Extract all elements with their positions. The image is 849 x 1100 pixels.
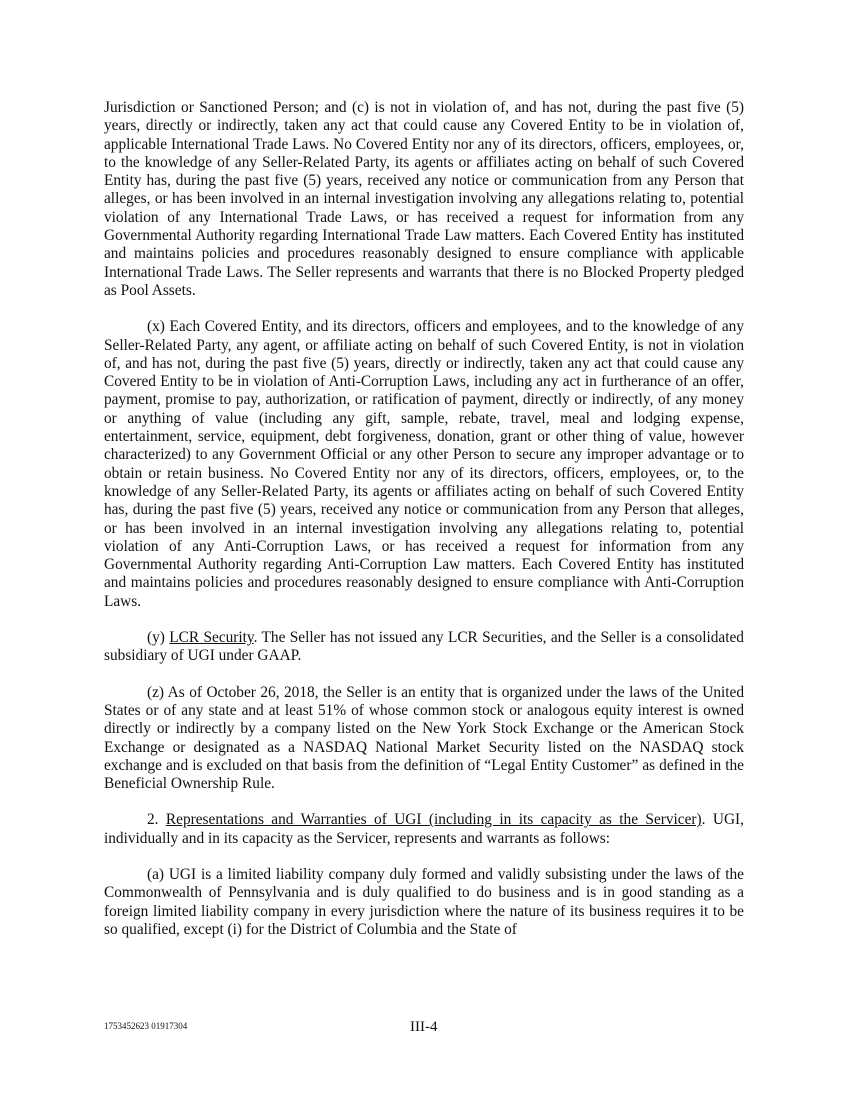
- document-body: [104, 99, 744, 957]
- paragraph-text: (z) As of October 26, 2018, the Seller is an entity that is organized under the laws of the United States or of any state and at least 51% of whose common stock or analogous equity interest is owned directly or indirectly by a company listed on the New York Stock Exchange or the American Stock Exchange or designated as a NASDAQ National Market Security listed on the NASDAQ stock exchange and is excluded on that basis from the definition of “Legal Entity Customer” as defined in the Beneficial Ownership Rule.: [104, 683, 744, 793]
- paragraph-a-ugi-organization: [104, 866, 744, 939]
- paragraph-trade-laws-continued: [104, 99, 744, 300]
- section-heading: Representations and Warranties of UGI (including in its capacity as the Servicer): [165, 811, 702, 829]
- section-heading: LCR Security: [169, 629, 254, 647]
- paragraph-prefix: (y): [147, 629, 170, 647]
- paragraph-section-2: [104, 811, 744, 848]
- paragraph-text: Jurisdiction or Sanctioned Person; and (c) is not in violation of, and has not, during the past five (5) years, directly or indirectly, taken any act that could cause any Covered Entity to be in violation of, applicable International Trade Laws. No Covered Entity nor any of its directors, officers, employees, or, to the knowledge of any Seller-Related Party, its agents or affiliates acting on behalf of such Covered Entity has, during the past five (5) years, received any notice or communication from any Person that alleges, or has been involved in an internal investigation involving any allegations relating to, potential violation of any International Trade Laws, or has received a request for information from any Governmental Authority regarding International Trade Law matters. Each Covered Entity has instituted and maintains policies and procedures reasonably designed to ensure compliance with applicable International Trade Laws. The Seller represents and warrants that there is no Blocked Property pledged as Pool Assets.: [104, 99, 744, 299]
- paragraph-text: (a) UGI is a limited liability company duly formed and validly subsisting under the laws of the Commonwealth of Pennsylvania and is duly qualified to do business and is in good standing as a foreign limited liability company in every jurisdiction where the nature of its business requires it to be so qualified, except (i) for the District of Columbia and the State of: [104, 865, 744, 938]
- document-id: 1753452623 01917304: [104, 1021, 188, 1031]
- paragraph-text: . UGI, individually and in its capacity as the Servicer, represents and warrants as follows:: [104, 811, 744, 847]
- paragraph-prefix: 2.: [147, 811, 166, 829]
- paragraph-text: . The Seller has not issued any LCR Securities, and the Seller is a consolidated subsidiary of UGI under GAAP.: [104, 629, 744, 665]
- paragraph-x-anti-corruption: [104, 318, 744, 611]
- paragraph-y-lcr-security: [104, 629, 744, 666]
- paragraph-text: (x) Each Covered Entity, and its directors, officers and employees, and to the knowledge of any Seller-Related Party, any agent, or affiliate acting on behalf of such Covered Entity, is not in violation of, and has not, during the past five (5) years, directly or indirectly, taken any act that could cause any Covered Entity to be in violation of Anti-Corruption Laws, including any act in furtherance of an offer, payment, promise to pay, authorization, or ratification of payment, directly or indirectly, of any money or anything of value (including any gift, sample, rebate, travel, meal and lodging expense, entertainment, service, equipment, debt forgiveness, donation, grant or other thing of value, however characterized) to any Government Official or any other Person to secure any improper advantage or to obtain or retain business. No Covered Entity nor any of its directors, officers, employees, or, to the knowledge of any Seller-Related Party, its agents or affiliates acting on behalf of such Covered Entity has, during the past five (5) years, received any notice or communication from any Person that alleges, or has been involved in an internal investigation involving any allegations relating to, potential violation of any Anti-Corruption Laws, or has received a request for information from any Governmental Authority regarding Anti-Corruption Law matters. Each Covered Entity has instituted and maintains policies and procedures reasonably designed to ensure compliance with Anti-Corruption Laws.: [104, 318, 744, 610]
- page-number: III-4: [410, 1019, 438, 1035]
- paragraph-z-legal-entity: [104, 684, 744, 794]
